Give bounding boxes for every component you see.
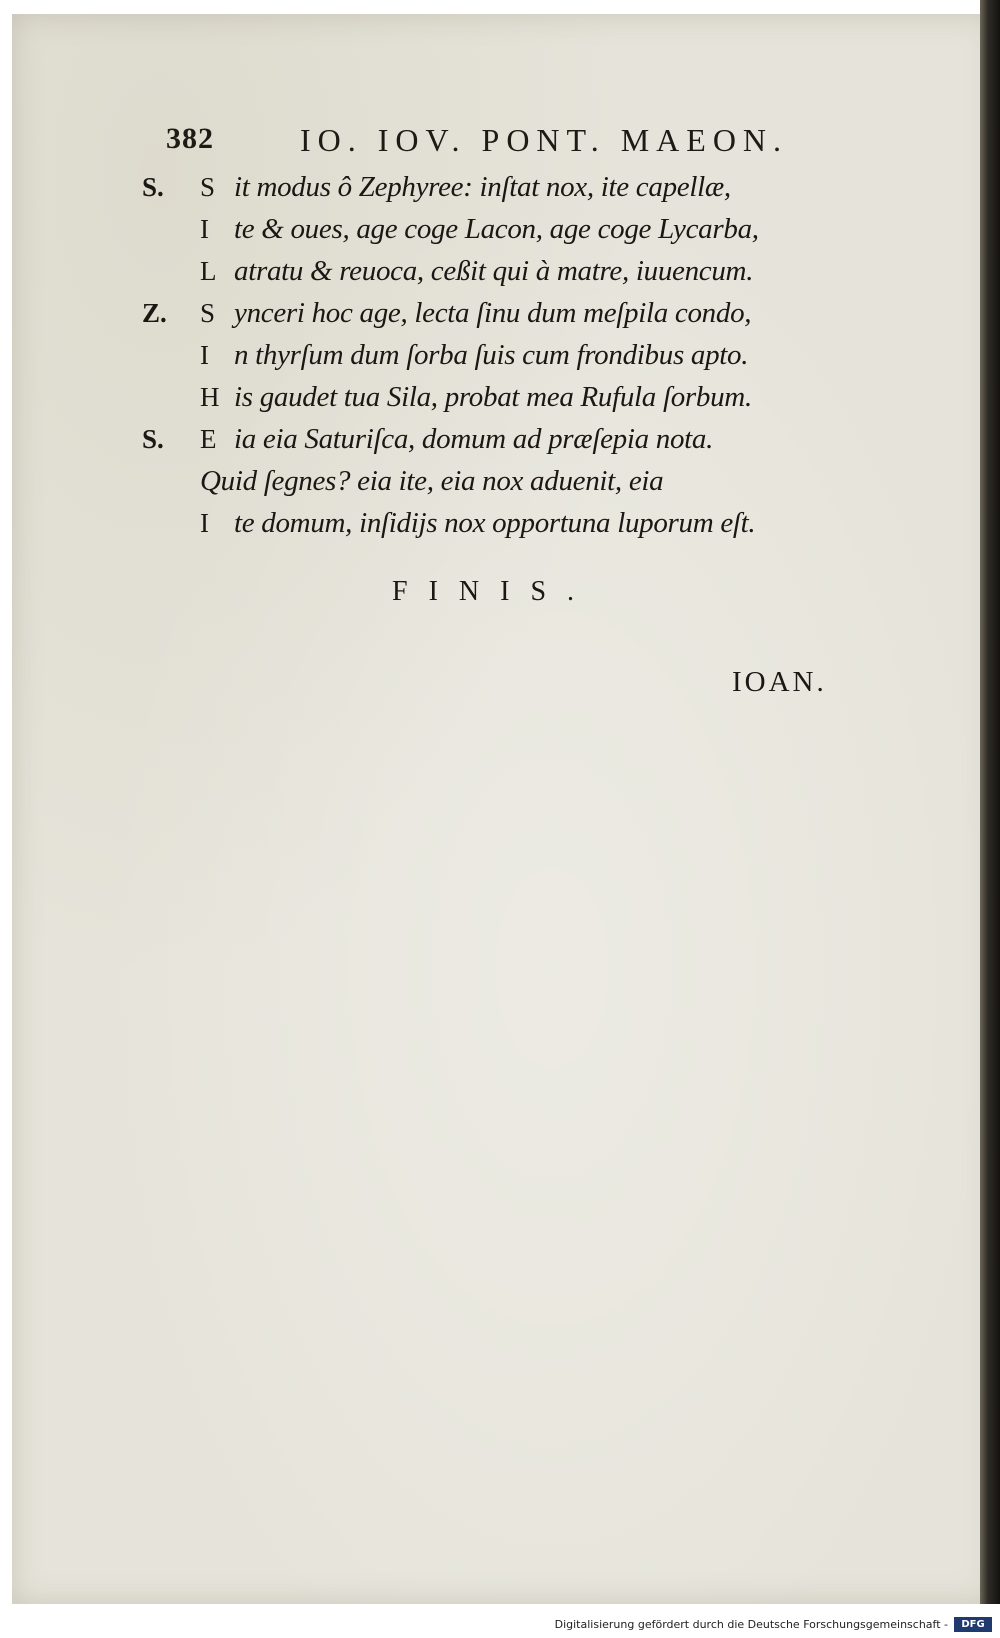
catchword: IOAN.	[732, 666, 827, 698]
verse-line	[142, 418, 872, 460]
line-text: ynceri hoc age, lecta ſinu dum meſpila condo,	[234, 297, 752, 329]
verse-line	[142, 166, 872, 208]
verse-line	[142, 250, 872, 292]
verse-line	[142, 208, 872, 250]
speaker-label: S.	[142, 172, 164, 202]
line-text: is gaudet tua Sila, probat mea Rufula ſorbum.	[234, 381, 752, 413]
line-initial: S	[200, 298, 216, 328]
line-text: atratu & reuoca, ceßit qui à matre, iuuencum.	[234, 255, 754, 287]
running-head: IO. IOV. PONT. MAEON.	[300, 122, 789, 158]
funding-credit: Digitalisierung gefördert durch die Deutsche Forschungsgemeinschaft -	[554, 1618, 948, 1631]
line-text: ia eia Saturiſca, domum ad præſepia nota.	[234, 423, 714, 455]
line-text: it modus ô Zephyree: inſtat nox, ite capellæ,	[234, 171, 731, 203]
verse-line	[142, 376, 872, 418]
line-initial: I	[200, 214, 209, 244]
book-edge-shadow	[980, 0, 1000, 1638]
line-text: n thyrſum dum ſorba ſuis cum frondibus apto.	[234, 339, 749, 371]
speaker-label: Z.	[142, 298, 167, 328]
line-text: te domum, inſidijs nox opportuna luporum eſt.	[234, 507, 756, 539]
line-initial: I	[200, 340, 209, 370]
speaker-label: S.	[142, 424, 164, 454]
finis-heading: FINIS.	[392, 576, 596, 607]
digitization-footer	[0, 1604, 1000, 1638]
book-page	[12, 14, 994, 1604]
verse-line	[142, 502, 872, 544]
line-text: Quid ſegnes? eia ite, eia nox aduenit, eia	[200, 465, 664, 497]
page-header	[166, 122, 826, 172]
dfg-logo: DFG	[954, 1617, 992, 1632]
verse-block	[142, 166, 872, 544]
verse-line	[142, 292, 872, 334]
line-initial: S	[200, 172, 216, 202]
line-initial: L	[200, 256, 217, 286]
verse-line	[142, 334, 872, 376]
line-text: te & oues, age coge Lacon, age coge Lycarba,	[234, 213, 759, 245]
line-initial: H	[200, 382, 220, 412]
page-number: 382	[166, 122, 214, 155]
line-initial: E	[200, 424, 217, 454]
line-initial: I	[200, 508, 209, 538]
verse-line	[142, 460, 872, 502]
